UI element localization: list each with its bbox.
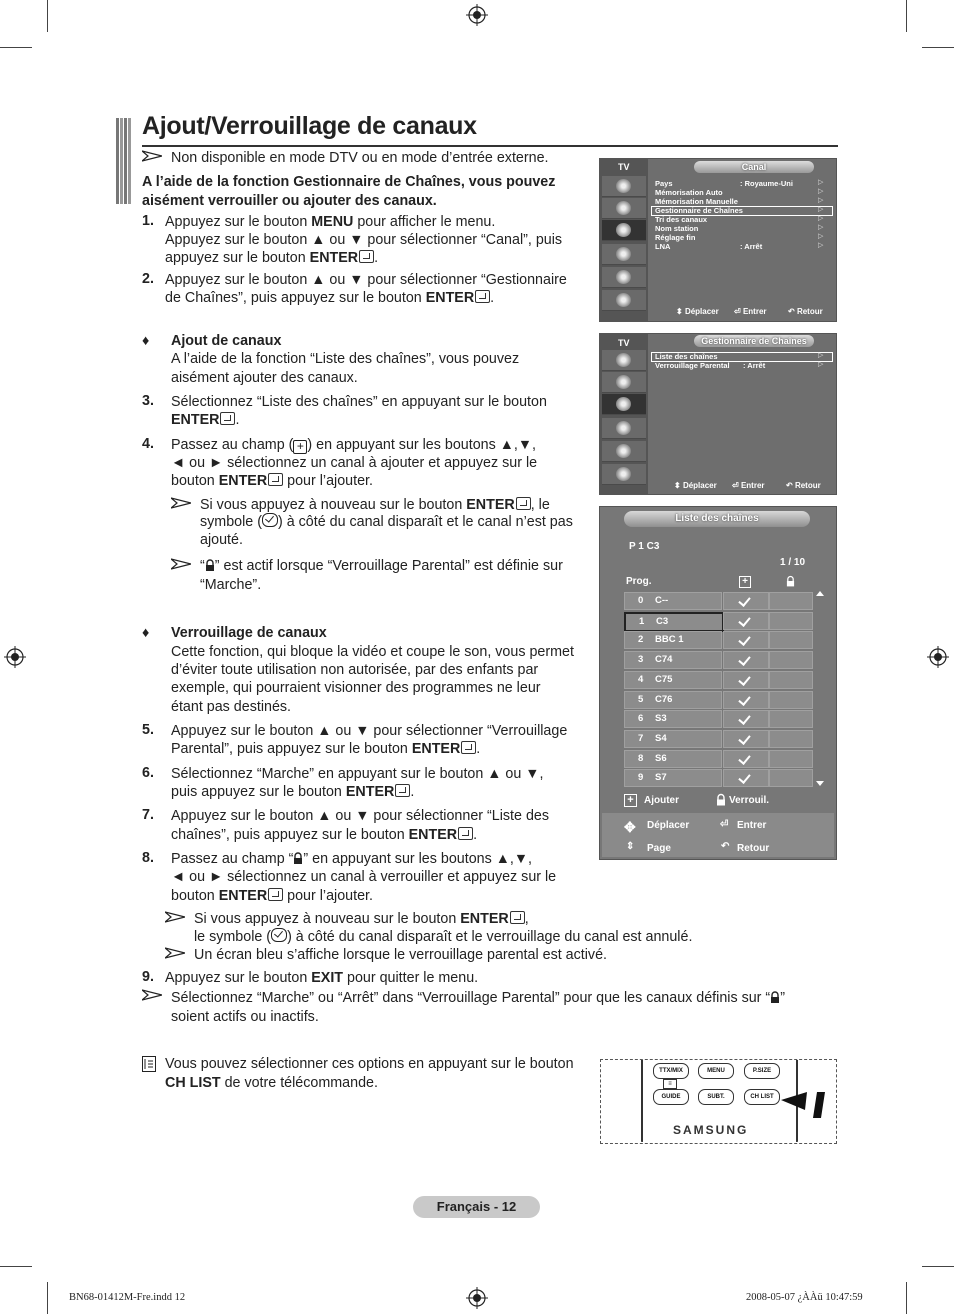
channel-icon xyxy=(602,220,646,241)
step-number: 3. xyxy=(142,393,154,409)
enter-icon xyxy=(510,911,525,924)
menu-item-value: : Arrêt xyxy=(740,242,763,251)
lock-cell[interactable] xyxy=(769,691,813,709)
ttx-mix-button[interactable]: TTX/MIX xyxy=(653,1063,689,1079)
check-icon xyxy=(271,928,287,942)
submenu-arrow-icon: ▷ xyxy=(818,197,824,204)
menu-item-label[interactable]: Nom station xyxy=(655,224,699,233)
submenu-arrow-icon: ▷ xyxy=(818,361,824,368)
step-6-line-2: puis appuyez sur le bouton ENTER . xyxy=(171,784,415,800)
step-1-line-2: Appuyez sur le bouton ▲ ou ▼ pour sélectionner “Canal”, puis xyxy=(165,232,563,248)
intro-text: A l’aide de la fonction Gestionnaire de Chaînes, vous pouvez aisément verrouiller ou ajouter des canaux. xyxy=(142,174,556,209)
setup-icon xyxy=(602,244,646,265)
channel-number: 8 xyxy=(638,752,644,764)
page-label: Page xyxy=(647,843,671,854)
lock-cell[interactable] xyxy=(769,631,813,649)
enter-icon xyxy=(458,827,473,840)
menu-item-label[interactable]: Gestionnaire de Chaînes xyxy=(655,206,743,215)
bullet: ♦ xyxy=(142,625,150,641)
psize-button[interactable]: P.SIZE xyxy=(744,1063,780,1079)
channel-number: 9 xyxy=(638,772,644,784)
enter-icon xyxy=(220,412,235,425)
note-arrow-icon xyxy=(142,989,162,1001)
step-3-line-2: ENTER . xyxy=(171,412,240,428)
note-4b-line-2: “Marche”. xyxy=(200,577,262,593)
step-number: 7. xyxy=(142,807,154,823)
step-7-line-2: chaînes”, puis appuyez sur le bouton ENTER . xyxy=(171,827,478,843)
channel-row[interactable] xyxy=(624,730,722,748)
menu-item-label[interactable]: Tri des canaux xyxy=(655,215,708,224)
pointer-arrow-icon xyxy=(781,1090,833,1120)
lock-cell[interactable] xyxy=(769,730,813,748)
channel-row[interactable] xyxy=(624,750,722,768)
add-check-cell[interactable] xyxy=(723,651,769,669)
registration-mark-icon xyxy=(466,1287,488,1309)
application-icon xyxy=(602,464,646,485)
input-icon xyxy=(602,267,646,288)
step-2-line-2: de Chaînes”, puis appuyez sur le bouton ENTER . xyxy=(165,290,495,306)
memo-note-icon xyxy=(142,1056,156,1072)
enter-icon xyxy=(475,290,490,303)
channel-name: S6 xyxy=(655,752,667,764)
step-2-line-1: Appuyez sur le bouton ▲ ou ▼ pour sélectionner “Gestionnaire xyxy=(165,272,567,288)
channel-name: C76 xyxy=(655,693,673,705)
print-slug-left: BN68-01412M-Fre.indd 12 xyxy=(69,1292,186,1303)
registration-mark-icon xyxy=(4,646,26,668)
add-check-cell[interactable] xyxy=(723,750,769,768)
menu-screen-canal xyxy=(599,158,837,322)
menu-item-label[interactable]: Liste des chaînes xyxy=(655,352,718,361)
add-check-cell[interactable] xyxy=(723,769,769,787)
channel-row[interactable] xyxy=(624,671,722,689)
step-number: 2. xyxy=(142,271,154,287)
menu-screen-gestionnaire xyxy=(599,333,837,495)
note-9-line-2: soient actifs ou inactifs. xyxy=(171,1009,319,1025)
lock-intro-line-1: Cette fonction, qui bloque la vidéo et coupe le son, vous permet xyxy=(171,644,574,660)
step-number: 9. xyxy=(142,969,154,985)
channel-row[interactable] xyxy=(624,769,722,787)
application-icon xyxy=(602,290,646,311)
note-4a-line-1: Si vous appuyez à nouveau sur le bouton ENTER , le xyxy=(200,497,550,513)
note-8b: Un écran bleu s’affiche lorsque le verrouillage parental est activé. xyxy=(194,947,607,963)
title-decoration xyxy=(116,118,132,204)
scroll-down-icon[interactable] xyxy=(816,781,824,786)
page-title: Ajout/Verrouillage de canaux xyxy=(142,112,477,140)
footer-move: ⬍ Déplacer xyxy=(676,307,719,316)
step-5-line-2: Parental”, puis appuyez sur le bouton ENTER . xyxy=(171,741,481,757)
note-arrow-icon xyxy=(171,497,191,509)
picture-icon xyxy=(602,176,646,197)
lock-icon xyxy=(205,559,215,571)
step-8-line-1: Passez au champ “ ” en appuyant sur les boutons ▲,▼, xyxy=(171,851,532,867)
lock-column-icon xyxy=(786,575,795,587)
add-check-cell[interactable] xyxy=(723,592,769,610)
channel-number: 5 xyxy=(638,693,644,705)
lock-icon xyxy=(716,793,726,806)
enter-label: Entrer xyxy=(737,820,767,831)
enter-icon xyxy=(395,784,410,797)
lock-cell[interactable] xyxy=(769,750,813,768)
enter-icon xyxy=(516,497,531,510)
submenu-arrow-icon: ▷ xyxy=(818,179,824,186)
note-8a-line-1: Si vous appuyez à nouveau sur le bouton ENTER , xyxy=(194,911,529,927)
note-arrow-icon xyxy=(165,911,185,923)
step-7-line-1: Appuyez sur le bouton ▲ ou ▼ pour sélectionner “Liste des xyxy=(171,808,549,824)
input-icon xyxy=(602,441,646,462)
menu-item-label[interactable]: LNA xyxy=(655,242,671,251)
footer-enter: ⏎ Entrer xyxy=(732,481,765,490)
menu-tv-label: TV xyxy=(618,338,630,348)
lock-intro-line-2: d’éviter toute utilisation non autorisée, par des enfants par xyxy=(171,662,539,678)
menu-item-value: : Arrêt xyxy=(743,361,766,370)
submenu-arrow-icon: ▷ xyxy=(818,224,824,231)
note-4a-line-2: symbole ( ) à côté du canal disparaît et le canal n’est pas xyxy=(200,514,573,530)
move-icon: ✥ xyxy=(624,819,636,835)
menu-sidebar xyxy=(600,159,648,321)
menu-header: Gestionnaire de Chaînes xyxy=(694,335,814,347)
channel-list-header: Liste des chaînes xyxy=(624,511,810,527)
step-6-line-1: Sélectionnez “Marche” en appuyant sur le bouton ▲ ou ▼, xyxy=(171,766,544,782)
channel-number: 2 xyxy=(638,634,644,646)
add-intro-line-1: A l’aide de la fonction “Liste des chaînes”, vous pouvez xyxy=(171,351,520,367)
channel-row[interactable] xyxy=(624,710,722,728)
picture-icon xyxy=(602,350,646,371)
note-arrow-icon xyxy=(142,150,162,162)
title-rule xyxy=(142,145,838,147)
lock-cell[interactable] xyxy=(769,651,813,669)
sound-icon xyxy=(602,198,646,219)
channel-number: 6 xyxy=(638,713,644,725)
step-number: 8. xyxy=(142,850,154,866)
add-check-cell[interactable] xyxy=(723,631,769,649)
scroll-up-icon[interactable] xyxy=(816,591,824,596)
remote-illustration xyxy=(600,1059,837,1144)
note-9-line-1: Sélectionnez “Marche” ou “Arrêt” dans “Verrouillage Parental” pour que les canaux définis sur “ ” xyxy=(171,990,785,1006)
add-plus-icon: + xyxy=(293,440,307,454)
current-channel: P 1 C3 xyxy=(629,541,660,552)
add-check-cell[interactable] xyxy=(723,710,769,728)
move-label: Déplacer xyxy=(647,820,690,831)
channel-name: S7 xyxy=(655,772,667,784)
enter-icon: ⏎ xyxy=(720,819,729,830)
note-arrow-icon xyxy=(165,947,185,959)
step-9: Appuyez sur le bouton EXIT pour quitter le menu. xyxy=(165,970,479,986)
brand-logo: SAMSUNG xyxy=(673,1123,749,1137)
crop-mark xyxy=(922,1266,954,1267)
menu-item-label[interactable]: Réglage fin xyxy=(655,233,696,242)
channel-name: S3 xyxy=(655,713,667,725)
check-icon xyxy=(262,513,278,527)
crop-mark xyxy=(906,1282,907,1314)
page-icon: ⇕ xyxy=(626,841,635,852)
crop-mark xyxy=(906,0,907,32)
registration-mark-icon xyxy=(466,4,488,26)
channel-row[interactable] xyxy=(624,612,724,632)
lock-cell[interactable] xyxy=(769,769,813,787)
section-title-add: Ajout de canaux xyxy=(171,333,282,349)
step-number: 5. xyxy=(142,722,154,738)
menu-item-label[interactable]: Mémorisation Manuelle xyxy=(655,197,738,206)
crop-mark xyxy=(47,1282,48,1314)
step-8-line-3: bouton ENTER pour l’ajouter. xyxy=(171,888,373,904)
menu-sidebar xyxy=(600,334,648,494)
enter-icon xyxy=(359,250,374,263)
channel-number: 1 xyxy=(639,615,645,627)
submenu-arrow-icon: ▷ xyxy=(818,242,824,249)
add-intro-line-2: aisément ajouter des canaux. xyxy=(171,370,358,386)
enter-icon xyxy=(461,741,476,754)
return-icon: ↶ xyxy=(721,841,730,852)
enter-icon xyxy=(268,473,283,486)
submenu-arrow-icon: ▷ xyxy=(818,215,824,222)
note-8a-line-2: le symbole ( ) à côté du canal disparaît et le verrouillage du canal est annulé. xyxy=(194,929,693,945)
channel-name: S4 xyxy=(655,732,667,744)
add-icon: + xyxy=(624,794,637,807)
menu-item-label[interactable]: Pays xyxy=(655,179,673,188)
step-8-line-2: ◄ ou ► sélectionnez un canal à verrouiller et appuyez sur le xyxy=(171,869,557,885)
lock-intro-line-4: étant pas destinés. xyxy=(171,699,292,715)
section-title-lock: Verrouillage de canaux xyxy=(171,625,327,641)
setup-icon xyxy=(602,418,646,439)
step-1-line-3: appuyez sur le bouton ENTER . xyxy=(165,250,379,266)
step-4-line-3: bouton ENTER pour l’ajouter. xyxy=(171,473,373,489)
menu-item-label[interactable]: Mémorisation Auto xyxy=(655,188,723,197)
menu-item-label[interactable]: Verrouillage Parental xyxy=(655,361,730,370)
note-top: Non disponible en mode DTV ou en mode d’entrée externe. xyxy=(171,150,549,166)
channel-number: 0 xyxy=(638,595,644,606)
lock-cell[interactable] xyxy=(769,710,813,728)
crop-mark xyxy=(47,0,48,32)
menu-header: Canal xyxy=(694,161,814,173)
channel-list-screen xyxy=(599,506,837,860)
step-5-line-1: Appuyez sur le bouton ▲ ou ▼ pour sélectionner “Verrouillage xyxy=(171,723,568,739)
subt-button[interactable]: SUBT. xyxy=(698,1089,734,1105)
channel-row[interactable] xyxy=(624,691,722,709)
step-4-line-1: Passez au champ ( + ) en appuyant sur les boutons ▲,▼, xyxy=(171,437,536,453)
lock-cell[interactable] xyxy=(769,671,813,689)
channel-number: 7 xyxy=(638,732,644,744)
lock-cell[interactable] xyxy=(769,592,813,610)
channel-name: BBC 1 xyxy=(655,634,684,646)
tip-line-2: CH LIST de votre télécommande. xyxy=(165,1075,378,1091)
lock-icon xyxy=(770,991,780,1003)
lock-label: Verrouil. xyxy=(729,795,770,806)
lock-intro-line-3: exemple, qui pourraient visionner des programmes ne leur xyxy=(171,680,541,696)
add-label: Ajouter xyxy=(644,795,679,806)
channel-name: C3 xyxy=(656,615,669,627)
lock-icon xyxy=(293,852,303,864)
ttx-icon: ≡ xyxy=(663,1079,677,1089)
return-label: Retour xyxy=(737,843,770,854)
guide-button[interactable]: GUIDE xyxy=(653,1089,689,1105)
registration-mark-icon xyxy=(927,646,949,668)
step-4-line-2: ◄ ou ► sélectionnez un canal à ajouter et appuyez sur le xyxy=(171,455,538,471)
enter-icon xyxy=(268,888,283,901)
step-1-line-1: Appuyez sur le bouton MENU pour afficher le menu. xyxy=(165,214,496,230)
channel-list-footer xyxy=(602,813,834,857)
step-number: 4. xyxy=(142,436,154,452)
crop-mark xyxy=(922,47,954,48)
menu-item-value: : Royaume-Uni xyxy=(740,179,793,188)
step-number: 1. xyxy=(142,213,154,229)
page-number-label: Français - 12 xyxy=(413,1196,540,1218)
submenu-arrow-icon: ▷ xyxy=(818,352,824,359)
footer-move: ⬍ Déplacer xyxy=(674,481,717,490)
page-indicator: 1 / 10 xyxy=(780,557,806,568)
bullet: ♦ xyxy=(142,333,150,349)
channel-number: 3 xyxy=(638,654,644,666)
footer-enter: ⏎ Entrer xyxy=(734,307,767,316)
crop-mark xyxy=(0,1266,32,1267)
channel-row[interactable] xyxy=(624,651,722,669)
add-check-cell[interactable] xyxy=(723,730,769,748)
menu-button[interactable]: MENU xyxy=(698,1063,734,1079)
channel-row[interactable] xyxy=(624,631,722,649)
channel-name: C-- xyxy=(655,595,669,606)
ch-list-button[interactable]: CH LIST xyxy=(744,1089,780,1105)
channel-number: 4 xyxy=(638,673,644,685)
remote-edge xyxy=(631,1060,643,1142)
step-number: 6. xyxy=(142,765,154,781)
lock-cell[interactable] xyxy=(769,612,813,630)
footer-return: ↶ Retour xyxy=(788,307,823,316)
step-3-line-1: Sélectionnez “Liste des chaînes” en appuyant sur le bouton xyxy=(171,394,547,410)
add-check-cell[interactable] xyxy=(723,612,769,630)
channel-icon xyxy=(602,394,646,415)
submenu-arrow-icon: ▷ xyxy=(818,188,824,195)
note-4a-line-3: ajouté. xyxy=(200,532,243,548)
submenu-arrow-icon: ▷ xyxy=(818,206,824,213)
submenu-arrow-icon: ▷ xyxy=(818,233,824,240)
prog-label: Prog. xyxy=(626,576,652,587)
channel-row[interactable] xyxy=(624,592,722,610)
crop-mark xyxy=(0,47,32,48)
sound-icon xyxy=(602,372,646,393)
print-slug-right: 2008-05-07 ¿ÀÀü 10:47:59 xyxy=(746,1292,863,1303)
note-4b-line-1: “ ” est actif lorsque “Verrouillage Parental” est définie sur xyxy=(200,558,563,574)
channel-name: C75 xyxy=(655,673,673,685)
add-check-cell[interactable] xyxy=(723,691,769,709)
footer-return: ↶ Retour xyxy=(786,481,821,490)
menu-tv-label: TV xyxy=(618,162,630,172)
tip-line-1: Vous pouvez sélectionner ces options en appuyant sur le bouton xyxy=(165,1056,574,1072)
add-check-cell[interactable] xyxy=(723,671,769,689)
note-arrow-icon xyxy=(171,558,191,570)
channel-name: C74 xyxy=(655,654,673,666)
add-column-icon: + xyxy=(739,576,751,588)
